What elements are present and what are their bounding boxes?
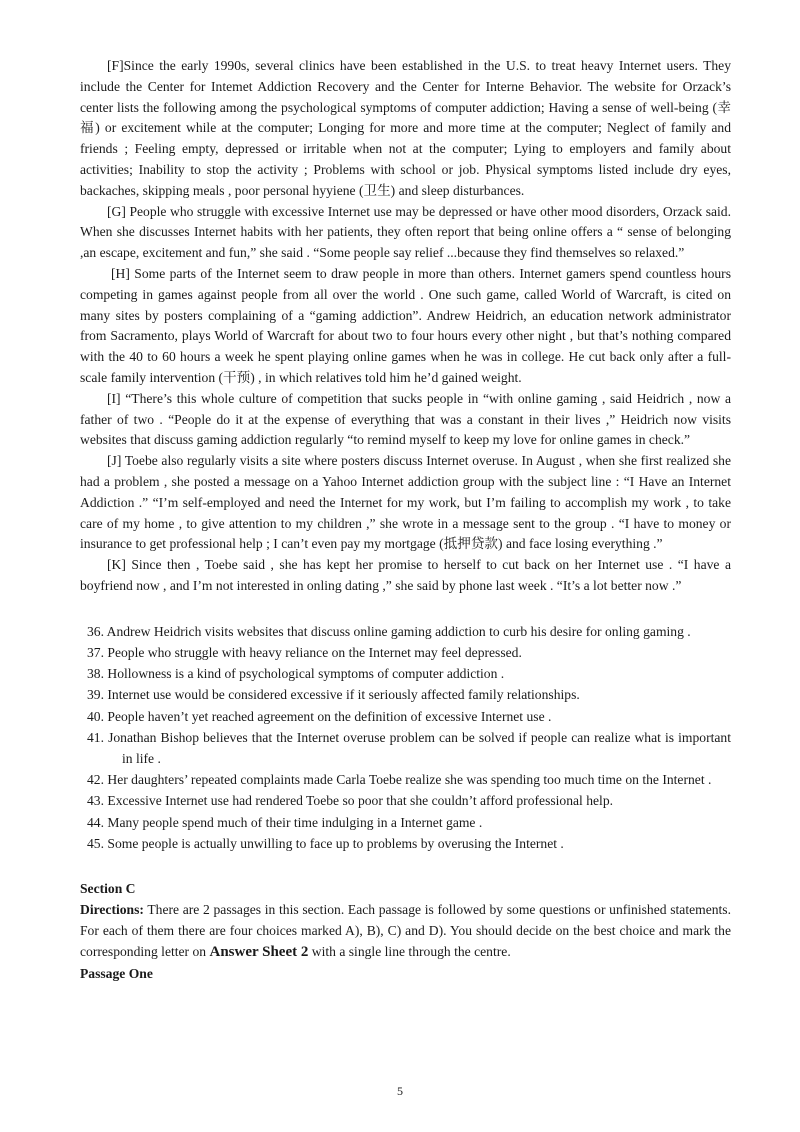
paragraph-j: [J] Toebe also regularly visits a site where posters discuss Internet overuse. In August , when she first realized she had a problem , she posted a message on a Yahoo Internet addiction group with the subject line : “I Have an Internet Addiction .” “I’m self-employed and need the Internet for my work, but I’m failing to accomplish my work , to take care of my home , to give attention to my children ,” she wrote in a message sent to the group . “I have to money or insurance to get professional help ; I can’t even pay my mortgage (抵押贷款) and face losing everything .” bbox=[80, 453, 731, 552]
directions-tail: with a single line through the centre. bbox=[308, 943, 511, 959]
paragraph-k: [K] Since then , Toebe said , she has kept her promise to herself to cut back on her Internet use . “I have a boyfriend now , and I’m not interested in onling dating ,” she said by phone last week . “It’s a lot better now .” bbox=[80, 557, 731, 593]
section-directions bbox=[80, 899, 731, 963]
question-43: 43. Excessive Internet use had rendered Toebe so poor that she couldn’t afford professional help. bbox=[87, 793, 614, 809]
page-number: 5 bbox=[397, 1084, 403, 1098]
document-page bbox=[80, 56, 731, 984]
question-45: 45. Some people is actually unwilling to face up to problems by overusing the Internet . bbox=[87, 835, 564, 851]
paragraph-f: [F]Since the early 1990s, several clinics have been established in the U.S. to treat heavy Internet users. They include the Center for Intemet Addiction Recovery and the Center for Interne Behavior. The website for Orzack’s center lists the following among the psychological symptoms of computer addiction; Having a sense of well-being (幸福) or excitement while at the computer; Longing for more and more time at the computer; Neglect of family and friends ; Feeling empty, depressed or irritable when not at the computer; Lying to employers and family about activities; Inability to stop the activity ; Problems with school or job. Physical symptoms listed include dry eyes, backaches, skipping meals , poor personal hyyiene (卫生) and sleep disturbances. bbox=[80, 58, 731, 198]
question-38: 38. Hollowness is a kind of psychological symptoms of computer addiction . bbox=[87, 666, 505, 682]
question-41: 41. Jonathan Bishop believes that the Internet overuse problem can be solved if people can realize what is important in life . bbox=[87, 729, 731, 766]
question-37: 37. People who struggle with heavy reliance on the Internet may feel depressed. bbox=[87, 644, 522, 660]
paragraph-h: [H] Some parts of the Internet seem to draw people in more than others. Internet gamers spend countless hours competing in games against people from all over the world . One such game, called World of Warcraft, is cited on many sites by posters complaining of a “gaming addiction”. Andrew Heidrich, an education network administrator from Sacramento, plays World of Warcraft for about two to four hours every other night , but that’s nothing compared with the 40 to 60 hours a week he spent playing online games when he was in college. He cut back only after a full-scale family intervention (干预) , in which relatives told him he’d gained weight. bbox=[80, 265, 731, 385]
section-c bbox=[80, 878, 731, 984]
question-39: 39. Internet use would be considered excessive if it seriously affected family relationships. bbox=[87, 687, 580, 703]
question-40: 40. People haven’t yet reached agreement on the definition of excessive Internet use . bbox=[87, 708, 552, 724]
paragraph-i: [I] “There’s this whole culture of competition that sucks people in “with online gaming , said Heidrich , now a father of two . “People do it at the expense of everything that was a constant in their lives ,” Heidrich now visits websites that discuss gaming addiction regularly “to remind myself to keep my love for online games in check.” bbox=[80, 390, 731, 448]
section-title: Section C bbox=[80, 880, 136, 896]
question-list bbox=[80, 621, 731, 854]
directions-text: There are 2 passages in this section. Each passage is followed by some questions or unfinished statements. For each of them there are four choices marked A), B), C) and D). You should decide on the best choice and mark the corresponding letter on bbox=[80, 901, 731, 959]
paragraph-g: [G] People who struggle with excessive Internet use may be depressed or have other mood disorders, Orzack said. When she discusses Internet habits with her patients, they often report that being online offers a “ sense of belonging ,an escape, excitement and fun,” she said . “Some people say relief ...because they find themselves so relaxed.” bbox=[80, 203, 731, 261]
passage-text bbox=[80, 56, 731, 597]
passage-title: Passage One bbox=[80, 965, 153, 981]
question-36: 36. Andrew Heidrich visits websites that discuss online gaming addiction to curb his desire for onling gaming . bbox=[87, 623, 691, 639]
question-44: 44. Many people spend much of their time indulging in a Internet game . bbox=[87, 814, 483, 830]
directions-label: Directions: bbox=[80, 901, 144, 917]
question-42: 42. Her daughters’ repeated complaints made Carla Toebe realize she was spending too much time on the Internet . bbox=[87, 772, 712, 788]
answer-sheet-label: Answer Sheet 2 bbox=[209, 943, 309, 960]
